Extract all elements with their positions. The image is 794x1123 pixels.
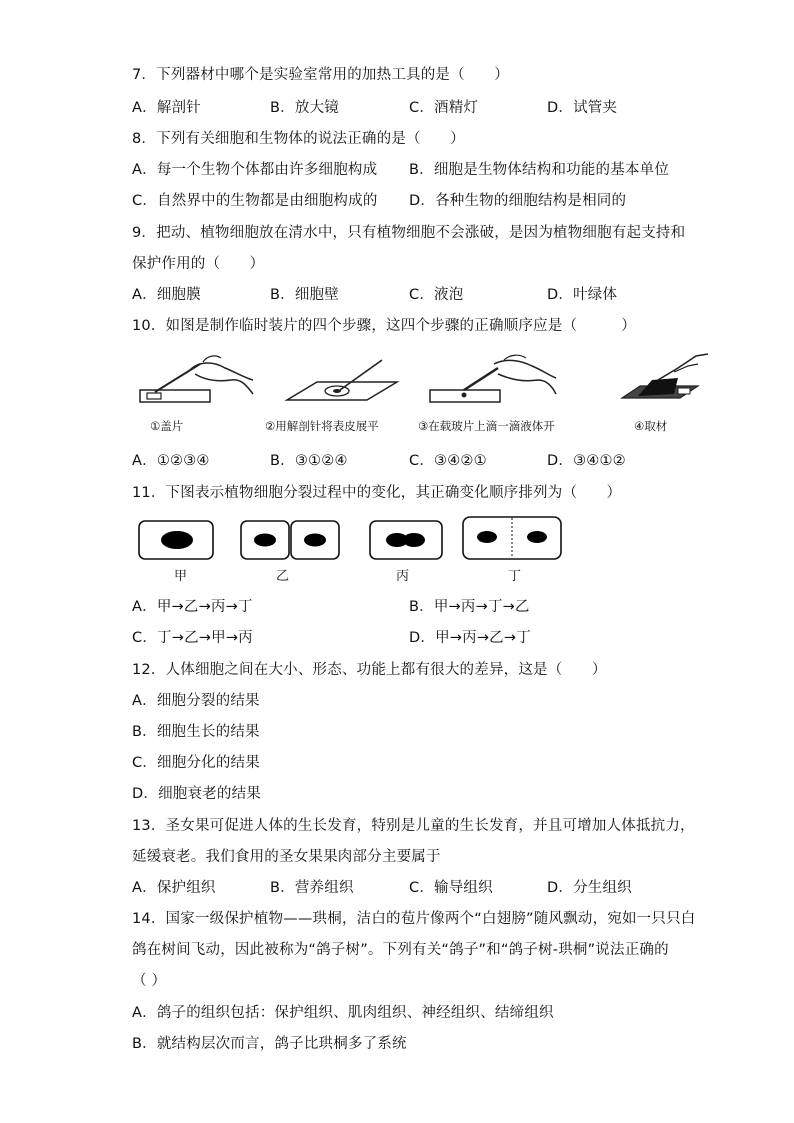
q9-option-a[interactable]: A．细胞膜 [132,287,201,303]
cell-ding-illustration [462,516,562,560]
q8-option-a[interactable]: A．每一个生物个体都由许多细胞构成 [132,162,378,178]
q9-option-c[interactable]: C．液泡 [409,287,464,303]
q10-option-c[interactable]: C．③④②① [409,453,487,469]
q10-option-d[interactable]: D．③④①② [547,453,626,469]
q8-option-c[interactable]: C．自然界中的生物都是由细胞构成的 [132,193,378,209]
cell-yi-illustration [240,520,340,560]
q14-stem-line2: 鸽在树间飞动，因此被称为“鸽子树”。下列有关“鸽子”和“鸽子树-珙桐”说法正确的 [132,942,669,958]
step2-caption: ②用解剖针将表皮展平 [265,419,379,433]
step2-spread-epidermis-illustration [282,352,402,412]
q9-option-b[interactable]: B．细胞壁 [270,287,339,303]
cell-label-bing: 丙 [396,569,410,584]
cell-jia-illustration [138,520,214,560]
q9-stem-line2: 保护作用的（ ） [132,256,265,272]
q7-option-d[interactable]: D．试管夹 [547,100,618,116]
step3-caption: ③在载玻片上滴一滴液体开 [418,419,555,433]
q13-option-c[interactable]: C．输导组织 [409,880,493,896]
q10-stem: 10．如图是制作临时装片的四个步骤，这四个步骤的正确顺序应是（ ） [132,318,636,334]
q9-stem-line1: 9．把动、植物细胞放在清水中，只有植物细胞不会涨破，是因为植物细胞有起支持和 [132,225,686,241]
step3-drop-liquid-illustration [420,350,560,412]
q13-stem-line1: 13．圣女果可促进人体的生长发育，特别是儿童的生长发育，并且可增加人体抵抗力， [132,818,695,834]
step4-caption: ④取材 [634,419,668,433]
step4-take-material-illustration [618,350,713,412]
q11-stem: 11．下图表示植物细胞分裂过程中的变化，其正确变化顺序排列为（ ） [132,485,622,501]
q7-option-c[interactable]: C．酒精灯 [409,100,479,116]
q12-option-a[interactable]: A．细胞分裂的结果 [132,693,260,709]
q13-option-a[interactable]: A．保护组织 [132,880,216,896]
q10-option-b[interactable]: B．③①②④ [270,453,348,469]
q12-option-b[interactable]: B．细胞生长的结果 [132,724,260,740]
cell-label-jia: 甲 [174,569,188,584]
q11-option-d[interactable]: D．甲→丙→乙→丁 [409,630,531,646]
q12-option-d[interactable]: D．细胞衰老的结果 [132,786,261,802]
q13-option-d[interactable]: D．分生组织 [547,880,632,896]
cell-bing-illustration [369,520,443,560]
q11-option-b[interactable]: B．甲→丙→丁→乙 [409,599,530,615]
q11-option-c[interactable]: C．丁→乙→甲→丙 [132,630,253,646]
q8-option-b[interactable]: B．细胞是生物体结构和功能的基本单位 [409,162,670,178]
q12-option-c[interactable]: C．细胞分化的结果 [132,755,260,771]
q13-stem-line2: 延缓衰老。我们食用的圣女果果肉部分主要属于 [132,849,441,865]
step1-caption: ①盖片 [150,419,184,433]
q7-option-a[interactable]: A．解剖针 [132,100,201,116]
cell-label-yi: 乙 [276,569,290,584]
q14-option-a[interactable]: A．鸽子的组织包括：保护组织、肌肉组织、神经组织、结缔组织 [132,1005,554,1021]
q8-stem: 8．下列有关细胞和生物体的说法正确的是（ ） [132,131,465,147]
q7-option-b[interactable]: B．放大镜 [270,100,339,116]
q10-option-a[interactable]: A．①②③④ [132,453,210,469]
q14-stem-line3: （ ） [132,973,167,989]
q13-option-b[interactable]: B．营养组织 [270,880,354,896]
step1-cover-slip-illustration [135,350,260,412]
q11-option-a[interactable]: A．甲→乙→丙→丁 [132,599,253,615]
q14-option-b[interactable]: B．就结构层次而言，鸽子比珙桐多了系统 [132,1036,407,1052]
q8-option-d[interactable]: D．各种生物的细胞结构是相同的 [409,193,627,209]
cell-label-ding: 丁 [508,569,522,584]
q7-stem: 7．下列器材中哪个是实验室常用的加热工具的是（ ） [132,67,509,83]
q9-option-d[interactable]: D．叶绿体 [547,287,618,303]
q12-stem: 12．人体细胞之间在大小、形态、功能上都有很大的差异，这是（ ） [132,662,607,678]
q14-stem-line1: 14．国家一级保护植物——珙桐，洁白的苞片像两个“白翅膀”随风飘动，宛如一只只白 [132,911,696,927]
